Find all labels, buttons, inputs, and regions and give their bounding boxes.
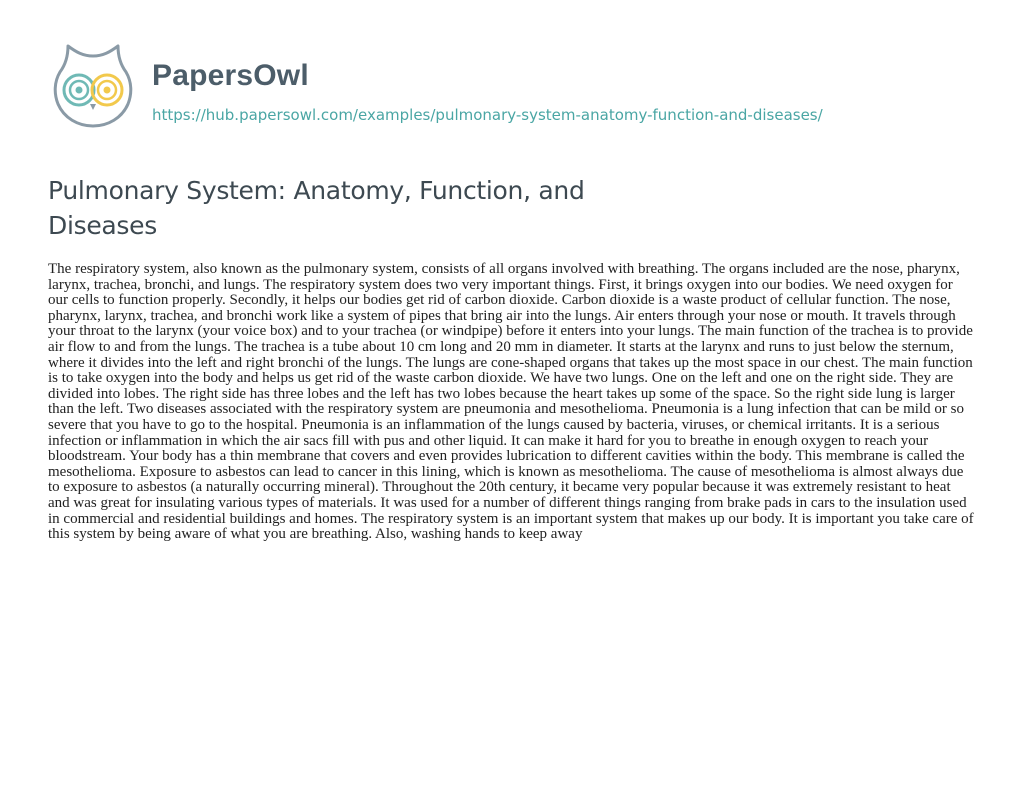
article-body: The respiratory system, also known as the pulmonary system, consists of all organs involved with breathing. The organs included are the nose, pharynx, larynx, trachea, bronchi, and lungs. The respiratory system does two very important things. First, it brings oxygen into our bodies. We need oxygen for our cells to function properly. Secondly, it helps our bodies get rid of carbon dioxide. Carbon dioxide is a waste product of cellular function. The nose, pharynx, larynx, trachea, and bronchi work like a system of pipes that bring air into the lungs. Air enters through your nose or mouth. It travels through your throat to the larynx (your voice box) and to your trachea (or windpipe) before it enters into your lungs. The main function of the trachea is to provide air flow to and from the lungs. The trachea is a tube about 10 cm long and 20 mm in diameter. It starts at the larynx and runs to just below the sternum, where it divides into the left and right bronchi of the lungs. The lungs are cone-shaped organs that takes up the most space in our chest. The main function is to take oxygen into the body and helps us get rid of the waste carbon dioxide. We have two lungs. One on the left and one on the right side. They are divided into lobes. The right side has three lobes and the left has two lobes because the heart takes up some of the space. So the right side lung is larger than the left. Two diseases associated with the respiratory system are pneumonia and mesothelioma. Pneumonia is a lung infection that can be mild or so severe that you have to go to the hospital. Pneumonia is an inflammation of the lungs caused by bacteria, viruses, or chemical irritants. It is a serious infection or inflammation in which the air sacs fill with pus and other liquid. It can make it hard for you to breathe in enough oxygen to reach your bloodstream. Your body has a thin membrane that covers and even provides lubrication to different cavities within the body. This membrane is called the mesothelioma. Exposure to asbestos can lead to cancer in this lining, which is known as mesothelioma. The cause of mesothelioma is almost always due to exposure to asbestos (a naturally occurring mineral). Throughout the 20th century, it became very popular because it was extremely resistant to heat and was great for insulating various types of materials. It was used for a number of different things ranging from brake pads in cars to the insulation used in commercial and residential buildings and homes. The respiratory system is an important system that makes up our body. It is important you take care of this system by being aware of what you are breathing. Also, washing hands to keep away: [48, 261, 974, 543]
owl-logo-icon: [48, 42, 138, 132]
page-title: Pulmonary System: Anatomy, Function, and Diseases: [48, 176, 585, 240]
brand-name: PapersOwl: [152, 59, 309, 92]
page-header: [48, 42, 988, 142]
source-url-link[interactable]: https://hub.papersowl.com/examples/pulmonary-system-anatomy-function-and-diseases/: [152, 106, 823, 124]
